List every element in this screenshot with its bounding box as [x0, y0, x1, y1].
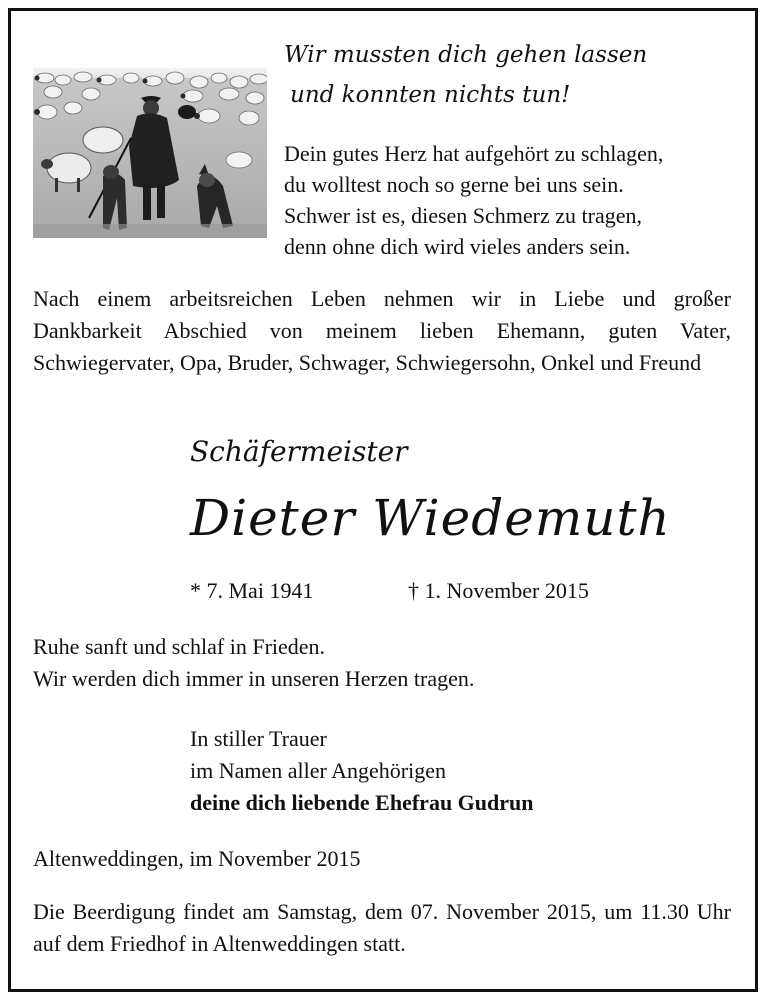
- signature-name: deine dich liebende Ehefrau Gudrun: [190, 790, 534, 815]
- verse-line: du wolltest noch so gerne bei uns sein.: [284, 172, 624, 197]
- verse: [284, 138, 663, 262]
- intro-paragraph: Nach einem arbeitsreichen Leben nehmen wir in Liebe und großer Dankbarkeit Abschied von meinem lieben Ehemann, guten Vater, Schwiegervater, Opa, Bruder, Schwager, Schwiegersohn, Onkel und Freund: [33, 286, 731, 375]
- place-date: Altenweddingen, im November 2015: [33, 846, 361, 871]
- farewell-line: Ruhe sanft und schlaf in Frieden.: [33, 634, 326, 659]
- death-date: † 1. November 2015: [408, 578, 589, 603]
- verse-line: Dein gutes Herz hat aufgehört zu schlagen,: [284, 141, 664, 166]
- signature: [190, 723, 534, 819]
- birth-date: * 7. Mai 1941: [190, 578, 314, 603]
- verse-line: denn ohne dich wird vieles anders sein.: [284, 234, 631, 259]
- signature-line: In stiller Trauer: [190, 726, 327, 751]
- farewell-line: Wir werden dich immer in unseren Herzen tragen.: [33, 666, 475, 691]
- shepherd-photo: [33, 68, 267, 238]
- deceased-title: Schäfermeister: [190, 435, 408, 468]
- deceased-name: Dieter Wiedemuth: [190, 489, 671, 547]
- motto-line-1: Wir mussten dich gehen lassen: [284, 42, 648, 68]
- verse-line: Schwer ist es, diesen Schmerz zu tragen,: [284, 203, 642, 228]
- motto-line-2: und konnten nichts tun!: [290, 82, 571, 108]
- farewell: [33, 631, 474, 695]
- signature-line: im Namen aller Angehörigen: [190, 758, 446, 783]
- funeral-info: Die Beerdigung findet am Samstag, dem 07. November 2015, um 11.30 Uhr auf dem Friedhof in Altenweddingen statt.: [33, 899, 731, 956]
